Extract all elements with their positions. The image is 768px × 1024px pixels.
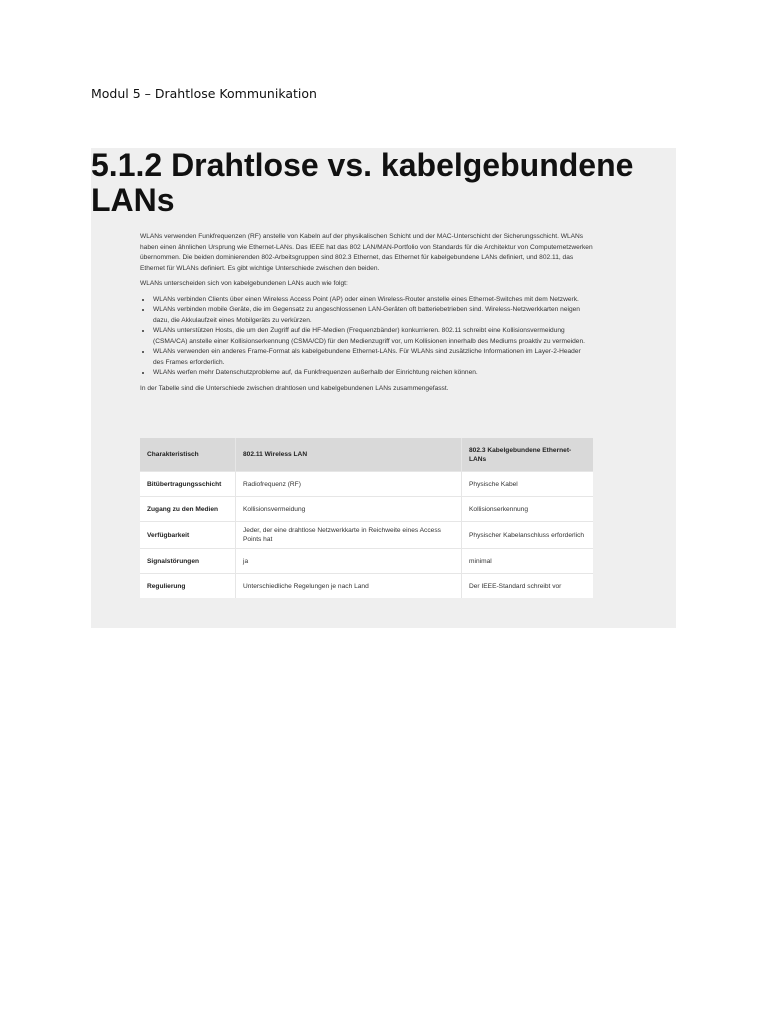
table-cell: Jeder, der eine drahtlose Netzwerkkarte in Reichweite eines Access Points hat bbox=[236, 522, 462, 549]
intro-paragraph: WLANs verwenden Funkfrequenzen (RF) anstelle von Kabeln auf der physikalischen Schicht und der MAC-Unterschicht der Sicherungsschicht. WLANs haben einen ähnlichen Ursprung wie Ethernet-LANs. Das IEEE hat das 802 LAN/MAN-Portfolio von Standards für die Architektur von Computernetzwerken übernommen. Die beiden dominierenden 802-Arbeitsgruppen sind 802.3 Ethernet, das Ethernet für kabelgebundene LANs definiert, und 802.11, das Ethernet für WLANs definiert. Es gibt wichtige Unterschiede zwischen den beiden. bbox=[140, 233, 593, 272]
table-cell: Radiofrequenz (RF) bbox=[236, 472, 462, 497]
column-header: 802.3 Kabelgebundene Ethernet-LANs bbox=[462, 438, 594, 472]
row-label: Verfügbarkeit bbox=[140, 522, 236, 549]
table-intro-paragraph: In der Tabelle sind die Unterschiede zwischen drahtlosen und kabelgebundenen LANs zusammengefasst. bbox=[140, 384, 449, 392]
table-header-row bbox=[140, 438, 593, 472]
row-label: Regulierung bbox=[140, 574, 236, 599]
lead-paragraph: WLANs unterscheiden sich von kabelgebundenen LANs auch wie folgt: bbox=[140, 280, 348, 287]
table-cell: Physischer Kabelanschluss erforderlich bbox=[462, 522, 594, 549]
row-label: Bitübertragungsschicht bbox=[140, 472, 236, 497]
list-item: • WLANs verwenden ein anderes Frame-Format als kabelgebundene Ethernet-LANs. Für WLANs sind zusätzliche Informationen im Layer-2-Header des Frames erforderlich. bbox=[152, 347, 593, 368]
column-header: 802.11 Wireless LAN bbox=[236, 438, 462, 472]
list-item: • WLANs verbinden Clients über einen Wireless Access Point (AP) oder einen Wireless-Router anstelle eines Ethernet-Switches mit dem Netzwerk. bbox=[152, 295, 593, 306]
content-body bbox=[140, 232, 593, 399]
table-row bbox=[140, 497, 593, 522]
table-cell: Physische Kabel bbox=[462, 472, 594, 497]
difference-list bbox=[140, 295, 593, 379]
table-cell: minimal bbox=[462, 549, 594, 574]
table-cell: Der IEEE-Standard schreibt vor bbox=[462, 574, 594, 599]
table-cell: ja bbox=[236, 549, 462, 574]
list-item: • WLANs verbinden mobile Geräte, die im Gegensatz zu angeschlossenen LAN-Geräten oft batteriebetrieben sind. Wireless-Netzwerkkarten neigen dazu, die Akkulaufzeit eines Mobilgeräts zu verkürzen. bbox=[152, 305, 593, 326]
list-item: • WLANs unterstützen Hosts, die um den Zugriff auf die HF-Medien (Frequenzbänder) konkurrieren. 802.11 schreibt eine Kollisionsvermeidung (CSMA/CA) anstelle einer Kollisionserkennung (CSMA/CD) für den Medienzugriff vor, um Kollisionen innerhalb des Mediums proaktiv zu vermeiden. bbox=[152, 326, 593, 347]
page-title: 5.1.2 Drahtlose vs. kabelgebundene LANs bbox=[91, 148, 634, 218]
row-label: Signalstörungen bbox=[140, 549, 236, 574]
embedded-screenshot bbox=[91, 148, 676, 628]
table-row bbox=[140, 549, 593, 574]
list-item: • WLANs werfen mehr Datenschutzprobleme auf, da Funkfrequenzen außerhalb der Einrichtung reichen können. bbox=[152, 368, 593, 379]
table-cell: Unterschiedliche Regelungen je nach Land bbox=[236, 574, 462, 599]
row-label: Zugang zu den Medien bbox=[140, 497, 236, 522]
table-cell: Kollisionsvermeidung bbox=[236, 497, 462, 522]
table-cell: Kollisionserkennung bbox=[462, 497, 594, 522]
document-header: Modul 5 – Drahtlose Kommunikation bbox=[91, 86, 317, 101]
table-row bbox=[140, 472, 593, 497]
column-header: Charakteristisch bbox=[140, 438, 236, 472]
table-row bbox=[140, 574, 593, 599]
table-row bbox=[140, 522, 593, 549]
comparison-table bbox=[140, 438, 593, 598]
